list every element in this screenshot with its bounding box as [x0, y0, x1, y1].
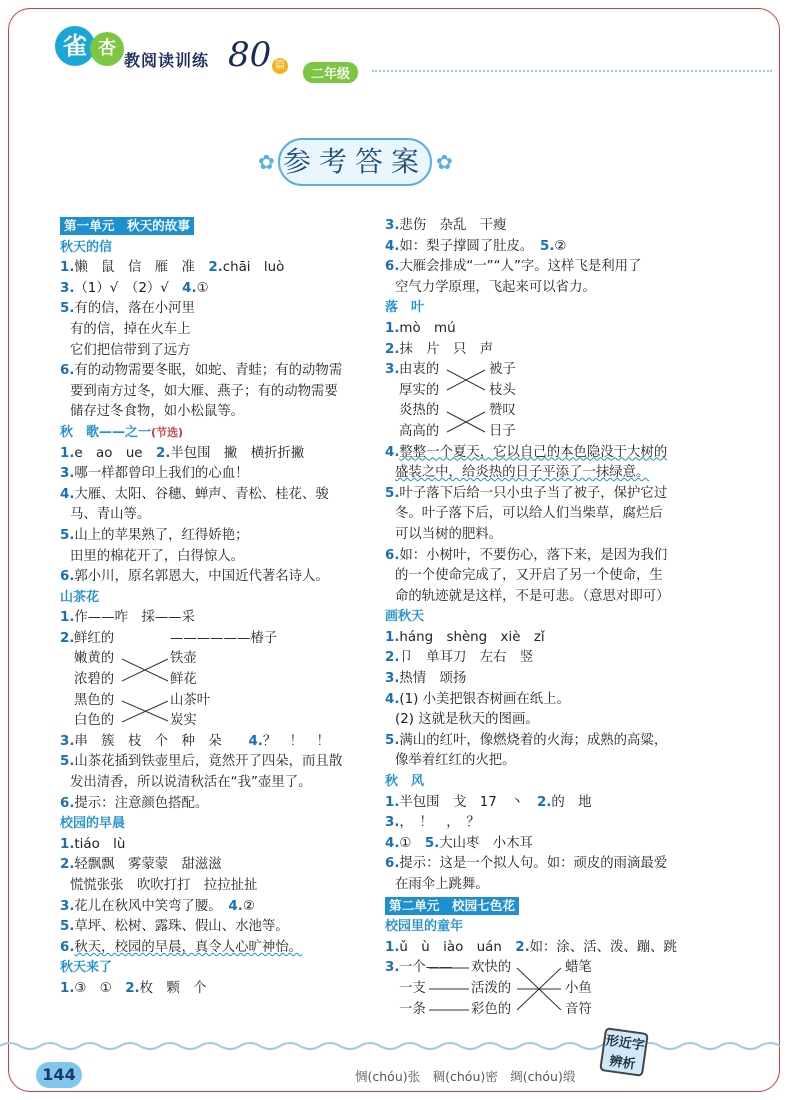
answer-line: [60, 464, 360, 485]
answer-text: 有的信，落在小河里: [74, 301, 195, 317]
answer-number: 5.: [60, 527, 75, 543]
match-right-item: ——————椿子: [170, 630, 278, 646]
unit-heading: [385, 896, 685, 918]
section-title-text: 秋 歌——之一: [60, 424, 152, 440]
answer-number: 5.: [385, 732, 400, 748]
answer-number: 2.: [515, 939, 530, 955]
answer-text: 山茶花插到铁壶里后，竟然开了四朵，而且散: [74, 754, 343, 770]
answer-text: 提示：注意颜色搭配。: [74, 795, 209, 811]
answer-text: 作——咋 採——采: [74, 610, 195, 626]
answer-line: [60, 835, 360, 856]
answer-text: 大雁会排成“一”“人”字。这样飞是利用了: [399, 259, 642, 275]
match-left-item: 高高的: [399, 423, 440, 439]
answer-line: 冬。叶子落下后，可以给人们当柴草，腐烂后: [395, 506, 663, 522]
answer-number: 2.: [385, 650, 400, 666]
match-right-item: 日子: [489, 423, 516, 439]
answer-number: 3.: [385, 218, 400, 233]
answer-line: [385, 731, 685, 752]
answer-line: [385, 546, 685, 567]
matching-exercise: [60, 629, 360, 732]
answer-text: ？ ！ ！: [262, 733, 330, 749]
answer-line: [385, 793, 685, 814]
logo-mark-a: 雀: [55, 26, 95, 66]
highlighted-answer: 秋天，校园的早晨，真令人心旷神怡。: [74, 939, 303, 955]
answer-number: 3.: [385, 815, 400, 831]
match-left-item: 一支: [399, 980, 426, 996]
answer-number: 1.: [60, 836, 75, 852]
answer-number: 3.: [60, 466, 75, 482]
answer-line: [385, 628, 685, 649]
answer-number: 2.: [536, 794, 552, 810]
match-number: 2.: [60, 630, 75, 646]
section-title: 画秋天: [385, 609, 425, 625]
section-title: [60, 423, 360, 444]
answer-text: 枚 颗 个: [139, 981, 207, 996]
answer-line: [385, 854, 685, 875]
answer-number: 6.: [60, 939, 75, 955]
flower-ornament-right-icon: ✿: [436, 150, 453, 174]
answer-number: 2.: [155, 445, 171, 461]
answer-line: [385, 669, 685, 690]
answer-number: 4.: [60, 486, 75, 502]
answer-line: [60, 258, 360, 279]
answer-text: 花儿在秋风中笑弯了腰。: [74, 898, 229, 914]
answer-number: 1.: [385, 320, 400, 336]
answer-text: 提示：这是一个拟人句。如：顽皮的雨滴最爱: [399, 856, 668, 872]
answer-line: [60, 361, 360, 382]
answer-line: 在雨伞上跳舞。: [395, 877, 489, 893]
answer-line: 田里的棉花开了，白得惊人。: [70, 548, 245, 564]
match-right-item: 枝头: [489, 382, 516, 398]
answer-line: [60, 567, 360, 588]
page-number: 144: [36, 1062, 82, 1088]
answer-number: 1.: [385, 794, 400, 810]
answer-number: 6.: [60, 363, 75, 379]
answer-number: 6.: [385, 547, 400, 563]
answer-number: 1.: [385, 629, 400, 645]
unit-heading: [60, 216, 360, 238]
match-middle-item: 活泼的: [471, 980, 512, 996]
answer-text: ①: [399, 835, 425, 851]
answer-line: [385, 690, 685, 711]
answer-number: 3.: [60, 898, 75, 914]
match-right-item: 蜡笔: [565, 960, 592, 976]
highlighted-answer: 盛装之中，给炎热的日子平添了一抹绿意。: [395, 465, 650, 481]
answer-number: 5.: [60, 754, 75, 770]
answer-line: [60, 485, 360, 506]
answer-line: 它们把信带到了远方: [70, 342, 191, 358]
answer-text: 大山枣 小木耳: [439, 835, 533, 851]
answer-line: [385, 648, 685, 669]
match-right-item: 音符: [565, 1001, 592, 1017]
answer-number: 6.: [60, 569, 75, 585]
answer-number: 2.: [385, 341, 400, 357]
answer-line: [385, 216, 685, 237]
answer-line: [385, 813, 685, 834]
header: [0, 0, 790, 110]
answer-text: ①: [196, 280, 209, 296]
answer-number: 5.: [385, 485, 400, 501]
answer-text: ②: [554, 238, 567, 254]
answer-text: 草坪、松树、露珠、假山、水池等。: [74, 919, 289, 935]
section-title: 落 叶: [385, 300, 425, 316]
answer-line: [385, 237, 685, 258]
answer-number: 6.: [385, 856, 400, 872]
answer-line: (2) 这就是秋天的图画。: [395, 712, 539, 728]
answer-text: mò mú: [399, 320, 456, 336]
answer-text: 有的动物需要冬眠，如蛇、青蛙；有的动物需: [74, 363, 343, 379]
answer-number: 3.: [385, 671, 400, 687]
answer-number: 4.: [385, 835, 400, 851]
answer-text: 懒 鼠 信 雁 准: [74, 260, 209, 276]
answer-line: 可以当树的肥料。: [395, 526, 503, 542]
answer-line: [385, 938, 685, 959]
answer-line: 储存过冬食物，如小松鼠等。: [70, 404, 245, 420]
answer-number: 1.: [385, 939, 400, 955]
answer-text: 满山的红叶，像燃烧着的火海；成熟的高粱，: [399, 732, 668, 748]
answer-line: [385, 257, 685, 278]
answer-number: 5.: [60, 919, 75, 935]
answer-number: 1.: [60, 445, 75, 461]
answer-text: ǔ ù iào uán: [399, 939, 516, 955]
answer-text: 如：小树叶，不要伤心，落下来，是因为我们: [399, 547, 668, 563]
answer-line: [60, 897, 360, 918]
answer-text: 半包围 撇 横折折撇: [170, 445, 305, 461]
answer-number: 2.: [208, 260, 223, 276]
match-middle-item: 欢快的: [471, 960, 512, 976]
answer-line: 发出清香，所以说清秋活在“我”壶里了。: [70, 775, 312, 791]
answer-text: 郭小川，原名郭恩大，中国近代著名诗人。: [74, 569, 329, 585]
answer-text: 抹 片 只 声: [399, 341, 494, 357]
answer-line: [60, 917, 360, 938]
answer-text: 叶子落下后给一只小虫子当了被子，保护它过: [399, 485, 668, 501]
answer-line: 慌慌张张 吹吹打打 拉拉扯扯: [70, 878, 258, 894]
answer-text: 卩 单耳刀 左右 竖: [399, 650, 534, 666]
unit-label: 第一单元 秋天的故事: [60, 217, 194, 235]
answer-line: [60, 299, 360, 320]
match-left-item: 浓碧的: [74, 672, 115, 688]
page-title: 参考答案: [278, 138, 432, 186]
answer-number: 4.: [385, 444, 400, 460]
answer-line: [60, 752, 360, 773]
unit-label: 第二单元 校园七色花: [385, 897, 519, 915]
match-middle-item: 彩色的: [471, 1001, 512, 1017]
similar-chars-tag: 形近字辨析: [599, 1027, 649, 1077]
answer-line: 要到南方过冬，如大雁、燕子；有的动物需要: [70, 383, 338, 399]
footer-wave-decoration: [0, 1040, 790, 1052]
answer-number: 6.: [60, 795, 75, 811]
match-left-item: 一条: [399, 1001, 426, 1017]
answer-number: 2.: [60, 857, 75, 873]
answer-text: 山上的苹果熟了，红得娇艳；: [74, 527, 249, 543]
matching-exercise: [385, 360, 685, 442]
match-right-item: 赞叹: [489, 403, 516, 419]
answer-line: 的一个使命完成了，又开启了另一个使命，生: [395, 568, 663, 584]
answer-number: 1.: [60, 981, 75, 996]
answer-line: [385, 319, 685, 340]
match-right-item: 炭实: [170, 713, 197, 729]
answer-number: 4.: [385, 238, 400, 254]
match-lines: [385, 360, 685, 442]
answer-text: tiáo lù: [74, 836, 126, 852]
grade-badge: 二年级: [303, 62, 358, 83]
answer-line: [60, 279, 360, 300]
section-title: 秋 风: [385, 774, 425, 790]
series-name: 教阅读训练: [124, 51, 210, 70]
answer-text: ③ ①: [74, 981, 126, 996]
footer-similar-words: 惆(chóu)张 稠(chóu)密 绸(chóu)缎: [355, 1069, 576, 1084]
answer-line: 命的轨迹就是这样，不是可悲。（意思对即可）: [395, 588, 670, 604]
answer-column-left: [60, 216, 360, 1000]
answer-column-right: [385, 216, 685, 1020]
series-count: 80: [228, 35, 272, 75]
answer-line: [60, 979, 360, 1000]
match-right-item: 铁壶: [170, 651, 197, 667]
match-left-item: 鲜红的: [74, 630, 115, 646]
answer-line: [385, 834, 685, 855]
answer-text: 串 簇 枝 个 种 朵: [74, 733, 249, 749]
logo-mark-b: 杏: [90, 32, 124, 66]
answer-line: [60, 855, 360, 876]
flower-ornament-left-icon: ✿: [258, 150, 275, 174]
answer-number: 3.: [60, 280, 75, 296]
answer-text: ， ！ ， ？: [399, 815, 480, 831]
answer-line: 像举着红红的火把。: [395, 753, 516, 769]
answer-number: 6.: [385, 259, 400, 275]
series-count-unit: 篇: [272, 58, 288, 74]
answer-text: 悲伤 杂乱 干瘦: [399, 218, 507, 233]
answer-line: [385, 484, 685, 505]
answer-text: chāi luò: [222, 260, 285, 276]
answer-text: 大雁、太阳、谷穗、蝉声、青松、桂花、骏: [74, 486, 329, 502]
header-divider: [372, 70, 772, 72]
answer-text: ②: [242, 898, 255, 914]
answer-number: 5.: [60, 301, 75, 317]
answer-line: [60, 526, 360, 547]
answer-text: 哪一样都曾印上我们的心血！: [74, 466, 249, 482]
answer-number: 1.: [60, 260, 75, 276]
match-left-item: 一个——: [399, 960, 453, 976]
answer-text: (1) 小美把银杏树画在纸上。: [399, 691, 570, 707]
answer-line: [385, 463, 685, 484]
match-lines: [385, 958, 685, 1020]
answer-line: 马、青山等。: [70, 507, 151, 523]
answer-number: 2.: [125, 981, 140, 996]
answer-text: 轻飘飘 雾蒙蒙 甜滋滋: [74, 857, 222, 873]
match-left-item: 炎热的: [399, 403, 440, 419]
answer-line: [385, 443, 685, 464]
match-left-item: 黑色的: [74, 692, 115, 708]
answer-text: （1）√ （2）√: [74, 280, 183, 296]
answer-line: 空气力学原理，飞起来可以省力。: [395, 279, 596, 295]
answer-line: [60, 938, 360, 959]
answer-text: 热情 颂扬: [399, 671, 467, 687]
match-number: 3.: [385, 960, 400, 976]
section-title: 校园里的童年: [385, 919, 464, 935]
answer-line: [60, 732, 360, 753]
answer-number: 4.: [248, 733, 263, 749]
answer-number: 4.: [182, 280, 197, 296]
highlighted-answer: 整整一个夏天，它以自己的本色隐没于大树的: [399, 444, 668, 460]
answer-text: 的 地: [551, 794, 592, 810]
match-number: 3.: [385, 362, 400, 378]
answer-text: 如：涂、活、泼、蹦、跳: [529, 939, 677, 955]
answer-line: [60, 794, 360, 815]
match-left-item: 嫩黄的: [74, 651, 115, 667]
section-note: (节选): [151, 425, 184, 439]
answer-number: 5.: [424, 835, 440, 851]
match-right-item: 鲜花: [170, 672, 197, 688]
answer-number: 4.: [385, 691, 400, 707]
match-left-item: 厚实的: [399, 382, 440, 398]
answer-number: 1.: [60, 610, 75, 626]
match-left-item: 白色的: [74, 713, 115, 729]
answer-line: 有的信，掉在火车上: [70, 321, 191, 337]
matching-exercise: [385, 958, 685, 1020]
answer-text: e ao ue: [74, 445, 156, 461]
section-title: 校园的早晨: [60, 816, 126, 832]
section-title: 秋天的信: [60, 239, 113, 255]
answer-number: 3.: [60, 733, 75, 749]
match-right-item: 山茶叶: [170, 692, 211, 708]
answer-line: [60, 444, 360, 465]
answer-text: háng shèng xiè zǐ: [399, 629, 545, 645]
section-title: 秋天来了: [60, 960, 113, 976]
answer-number: 5.: [540, 238, 555, 254]
match-left-item: 由衷的: [399, 362, 440, 378]
match-lines: [60, 629, 360, 732]
section-title: 山茶花: [60, 589, 100, 605]
answer-line: [385, 340, 685, 361]
match-right-item: 小鱼: [565, 980, 592, 996]
answer-number: 4.: [228, 898, 243, 914]
answer-text: 如：梨子撑圆了肚皮。: [399, 238, 541, 254]
answer-line: [60, 608, 360, 629]
match-right-item: 被子: [489, 362, 516, 378]
answer-text: 半包围 戈 17 丶: [399, 794, 537, 810]
